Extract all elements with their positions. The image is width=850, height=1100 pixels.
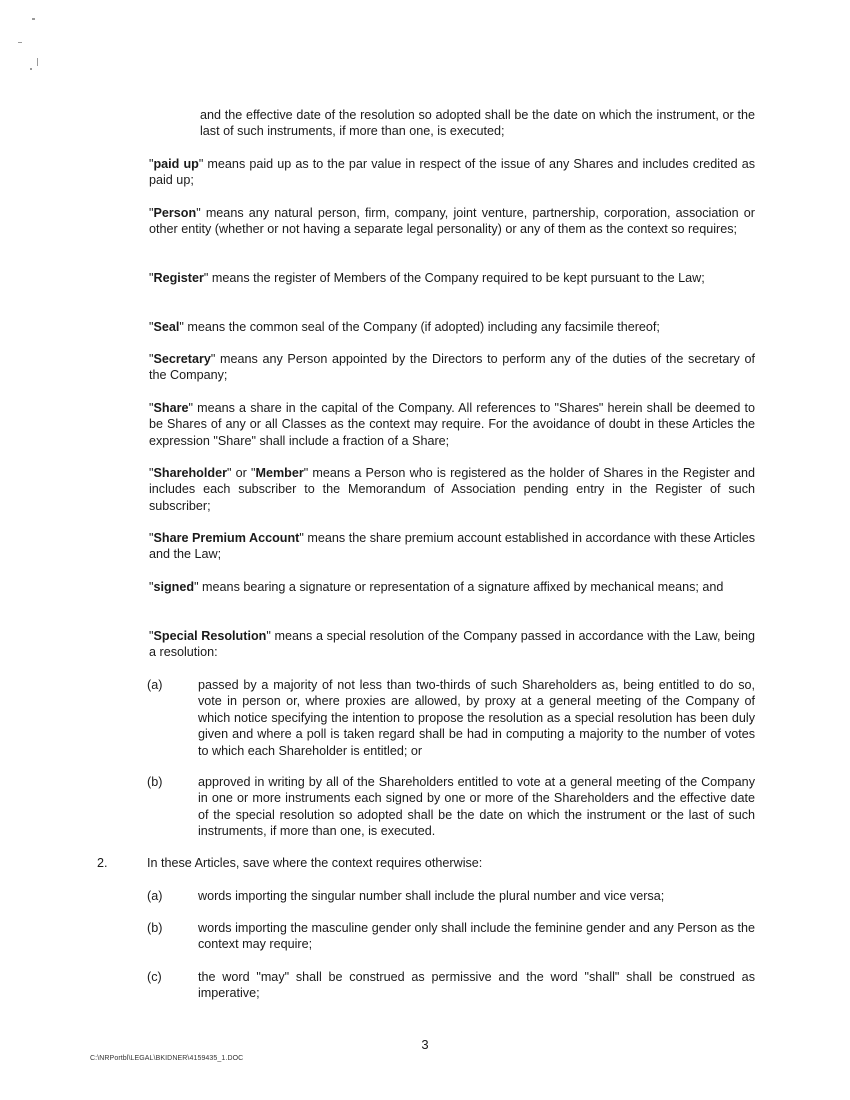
definition-text: means any Person appointed by the Directors to perform any of the duties of the secretary of the Company; [149, 352, 755, 383]
definition-share: "Share" means a share in the capital of the Company. All references to "Shares" herein shall be deemed to be Shares of any or all Classes as the context may require. For the avoidance of doubt in these Articles the expression "Share" shall include a fraction of a Share; [149, 401, 755, 448]
item-label: (a) [147, 678, 163, 692]
item-label: (b) [147, 775, 163, 789]
definition-text: means a special resolution of the Company passed in accordance with the Law, being a resolution: [149, 629, 756, 660]
definition-signed: "signed" means bearing a signature or representation of a signature affixed by mechanical means; and [149, 580, 724, 594]
item-label: (a) [147, 889, 163, 903]
definition-text: means the common seal of the Company (if adopted) including any facsimile thereof; [183, 320, 660, 334]
definition-text: means a share in the capital of the Company. All references to "Shares" herein shall be deemed to be Shares of any or all Classes as the context may require. For the avoidance of doubt in these Articles the expression "Share" shall include a fraction of a Share; [149, 401, 755, 448]
scan-speck [32, 18, 35, 20]
definition-text: means a Person who is registered as the holder of Shares in the Register and includes each subscriber to the Memorandum of Association pending entry in the Register of such subscriber; [149, 466, 756, 513]
footer-file-path: C:\NRPortbl\LEGAL\BKIDNER\4159435_1.DOC [90, 1055, 244, 1062]
clause-intro: In these Articles, save where the context requires otherwise: [147, 856, 483, 870]
definition-connector: or [231, 466, 251, 480]
defined-term: signed [153, 580, 195, 594]
definition-text: means the register of Members of the Company required to be kept pursuant to the Law; [208, 271, 705, 285]
clause-number: 2. [97, 856, 108, 870]
defined-term: Secretary [153, 352, 211, 366]
definition-text: means bearing a signature or representation of a signature affixed by mechanical means; and [198, 580, 724, 594]
defined-term: Seal [153, 320, 180, 334]
item-text: the word "may" shall be construed as permissive and the word "shall" shall be construed as imperative; [198, 970, 755, 1001]
defined-term: Person [153, 206, 197, 220]
definition-text: means any natural person, firm, company, joint venture, partnership, corporation, association or other entity (whether or not having a separate legal personality) or any of them as the context so requires; [149, 206, 755, 237]
defined-term: paid up [153, 157, 199, 171]
scan-speck [18, 42, 22, 43]
definition-share-premium-account: "Share Premium Account" means the share premium account established in accordance with these Articles and the Law; [149, 531, 755, 562]
page-number: 3 [421, 1037, 429, 1052]
item-label: (b) [147, 921, 163, 935]
defined-term: Special Resolution [153, 629, 267, 643]
definition-special-resolution: "Special Resolution" means a special resolution of the Company passed in accordance with the Law, being a resolution: [149, 629, 756, 660]
definition-text: means the share premium account established in accordance with these Articles and the Law; [149, 531, 755, 562]
item-text: words importing the singular number shall include the plural number and vice versa; [198, 889, 665, 903]
item-text: approved in writing by all of the Shareholders entitled to vote at a general meeting of the Company in one or more instruments each signed by one or more of the Shareholders and the effective date of the special resolution so adopted shall be the date on which the instrument or the last of such instruments, if more than one, is executed. [198, 775, 755, 839]
scan-speck [37, 58, 38, 66]
defined-term: Share Premium Account [153, 531, 300, 545]
defined-term: Share [153, 401, 189, 415]
definition-shareholder: "Shareholder" or "Member" means a Person who is registered as the holder of Shares in the Register and includes each subscriber to the Memorandum of Association pending entry in the Register of such subscriber; [149, 466, 756, 513]
item-text: passed by a majority of not less than two-thirds of such Shareholders as, being entitled to do so, vote in person or, where proxies are allowed, by proxy at a general meeting of the Company of which notice specifying the intention to propose the resolution as a special resolution has been duly given and where a poll is taken regard shall be had in computing a majority to the number of votes to which each Shareholder is entitled; or [198, 678, 755, 758]
continuation-text: and the effective date of the resolution so adopted shall be the date on which the instrument, or the last of such instruments, if more than one, is executed; [200, 108, 755, 139]
definition-seal: "Seal" means the common seal of the Company (if adopted) including any facsimile thereof; [149, 320, 660, 334]
item-label: (c) [147, 970, 162, 984]
definition-register: "Register" means the register of Members of the Company required to be kept pursuant to the Law; [149, 271, 705, 285]
scan-speck [30, 68, 32, 70]
definition-text: means paid up as to the par value in respect of the issue of any Shares and includes credited as paid up; [149, 157, 755, 188]
defined-term: Member [255, 466, 304, 480]
definition-secretary: "Secretary" means any Person appointed by the Directors to perform any of the duties of the secretary of the Company; [149, 352, 755, 383]
defined-term: Register [153, 271, 204, 285]
definition-paid-up: "paid up" means paid up as to the par value in respect of the issue of any Shares and includes credited as paid up; [149, 157, 755, 188]
defined-term: Shareholder [153, 466, 227, 480]
definition-person: "Person" means any natural person, firm, company, joint venture, partnership, corporation, association or other entity (whether or not having a separate legal personality) or any of them as the context so requires; [149, 206, 755, 237]
item-text: words importing the masculine gender only shall include the feminine gender and any Person as the context may require; [198, 921, 755, 952]
